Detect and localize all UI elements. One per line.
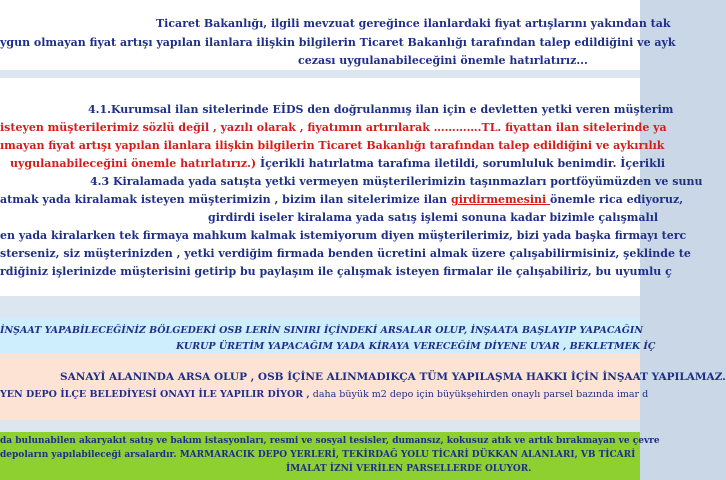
notice-block-ticaret (0, 0, 676, 70)
text-line-mixed (0, 390, 648, 400)
text-line: ygun olmayan fiyat artışı yapılan ilanlara ilişkin bilgilerin Ticaret Bakanlığı tarafından talep edildiğini ve ayk (0, 36, 676, 49)
text-fragment: YEN DEPO İLÇE BELEDİYESİ ONAYI İLE YAPILIR DİYOR , (0, 389, 310, 400)
text-line: sterseniz, siz müşterinizden , yetki verdiğim firmada benden ücretini almak üzere çalışabilirmisiniz, şeklinde te (0, 247, 691, 260)
text-fragment-navy: İçerikli hatırlatma tarafıma iletildi, sorumluluk benimdir. İçerikli (259, 157, 666, 170)
text-line: 4.3 Kiralamada yada satışta yetki vermeyen müşterilerimizin taşınmazları portföyümüzden ve sunu (90, 175, 703, 188)
text-line: en yada kiralarken tek firmaya mahkum kalmak istemiyorum diyen müşterilerimiz, bizi yada başka firmayı terc (0, 229, 687, 242)
notice-block-sanayi (0, 354, 726, 420)
text-line: cezası uygulanabileceğini önemle hatırlatırız... (298, 54, 588, 67)
link-girdirmemesini[interactable]: girdirmemesini (451, 193, 550, 206)
text-line: İMALAT İZNİ VERİLEN PARSELLERDE OLUYOR. (286, 464, 532, 474)
text-line: girdirdi iseler kiralama yada satış işlemi sonuna kadar bizimle çalışmalıl (208, 211, 659, 224)
text-fragment: daha büyük m2 depo için büyükşehirden onaylı parsel bazında imar d (309, 389, 649, 400)
text-line-mixed (10, 158, 665, 169)
separator (0, 420, 640, 432)
text-fragment: atmak yada kiralamak isteyen müşterimizin , bizim ilan sitelerimize ilan (0, 193, 452, 206)
text-line: İNŞAAT YAPABİLECEĞİNİZ BÖLGEDEKİ OSB LERİN SINIRI İÇİNDEKİ ARSALAR OLUP, İNŞAATA BAŞLAYIP YAPACAĞIN (0, 325, 643, 336)
text-line: da bulunabilen akaryakıt satış ve bakım istasyonları, resmi ve sosyal tesisler, dumansız, kokusuz atık ve artık bırakmayan ve çevre (0, 436, 660, 446)
text-line-red: ımayan fiyat artışı yapılan ilanlara ilişkin bilgilerin Ticaret Bakanlığı tarafından talep edildiğini ve aykırılık (0, 139, 665, 152)
notice-block-kurumsal (0, 78, 703, 296)
text-fragment: önemle rica ediyoruz, (550, 193, 684, 206)
text-line: rdiğiniz işlerinizde müşterisini getirip bu paylaşım ile çalışmak isteyen firmalar ile çalışabiliriz, bu uyumlu ç (0, 265, 672, 278)
text-line: Ticaret Bakanlığı, ilgili mevzuat gereğince ilanlardaki fiyat artışlarını yakından tak (156, 17, 671, 30)
notice-block-depo (0, 432, 660, 480)
text-line: SANAYİ ALANINDA ARSA OLUP , OSB İÇİNE ALINMADIKÇA TÜM YAPILAŞMA HAKKI İÇİN İNŞAAT YAPILAMAZ. (60, 371, 726, 383)
text-line: KURUP ÜRETİM YAPACAĞIM YADA KİRAYA VERECEĞİM DİYENE UYAR , BEKLETMEK İÇ (176, 341, 656, 352)
separator (0, 70, 640, 78)
text-fragment-red: uygulanabileceğini önemle hatırlatırız.) (10, 157, 260, 170)
text-line-red: isteyen müşterilerimiz sözlü değil , yazılı olarak , fiyatımın artırılarak ………….TL. fiyattan ilan sitelerinde ya (0, 121, 667, 134)
text-line: 4.1.Kurumsal ilan sitelerinde EİDS den doğrulanmış ilan için e devletten yetki veren müşterim (88, 103, 674, 116)
separator (0, 296, 640, 318)
text-line: depoların yapılabileceği arsalardır. MARMARACIK DEPO YERLERİ, TEKİRDAĞ YOLU TİCARİ DÜKKAN ALANLARI, VB TİCARİ (0, 450, 636, 460)
text-line-mixed (0, 194, 683, 205)
